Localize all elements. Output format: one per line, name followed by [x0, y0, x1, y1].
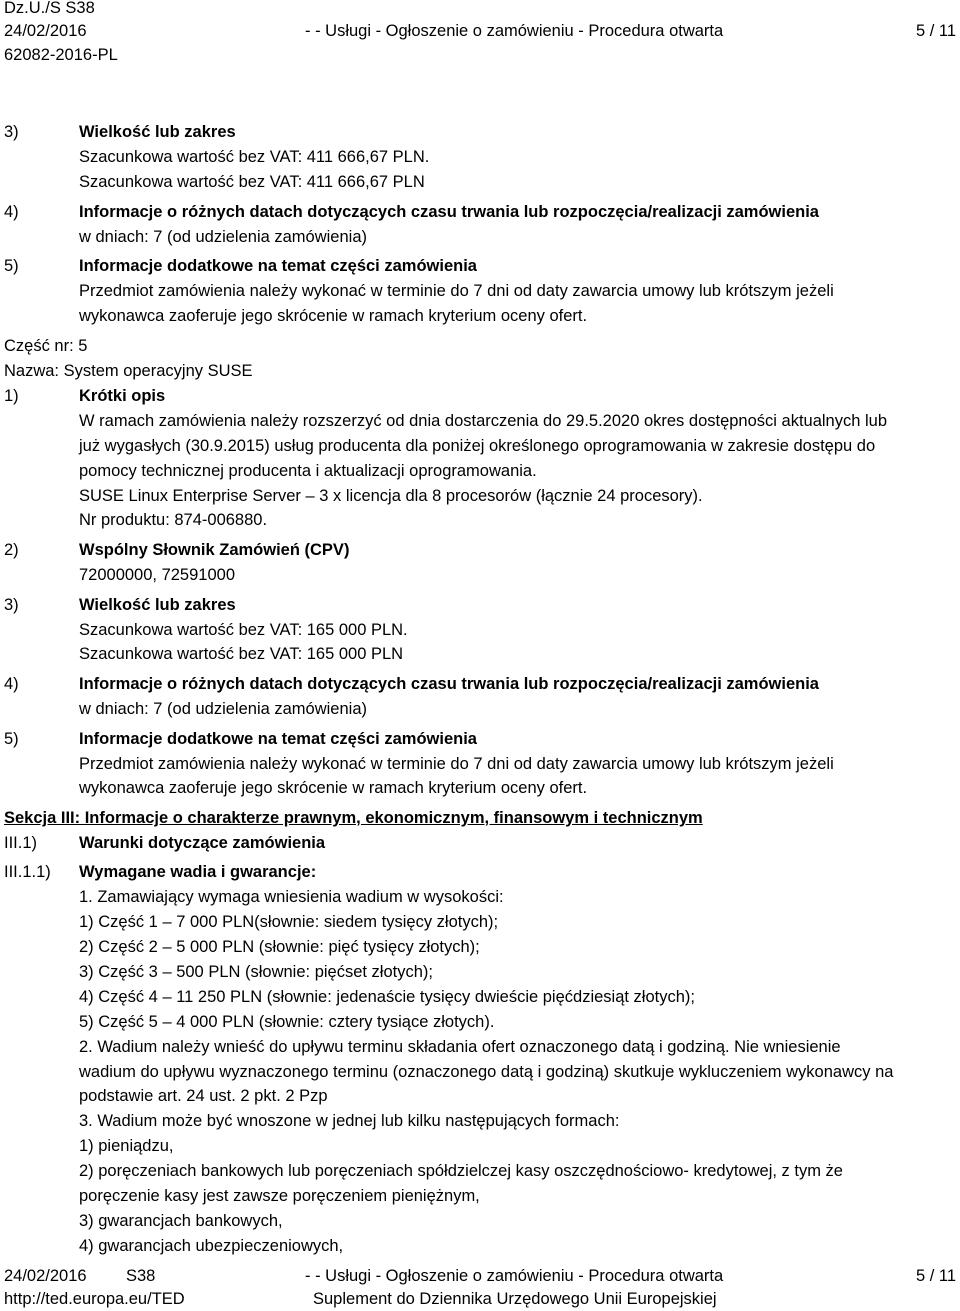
text-line: Szacunkowa wartość bez VAT: 165 000 PLN. [79, 621, 408, 639]
text-line: 3) gwarancjach bankowych, [79, 1212, 283, 1230]
text-line: 2) poręczeniach bankowych lub poręczeniach spółdzielczej kasy oszczędnościowo- kredytowej, z tym że [79, 1162, 843, 1180]
text-line: 1) pieniądzu, [79, 1137, 174, 1155]
text-line: wadium do upływu wyznaczonego terminu (oznaczonego datą i godziną) skutkuje wykluczeniem wykonawcy na [79, 1063, 894, 1081]
section-number: III.1.1) [4, 863, 51, 881]
section-number: 4) [4, 203, 19, 221]
text-line: wykonawca zaoferuje jego skrócenie w ramach kryterium oceny ofert. [79, 779, 588, 797]
text-line: pomocy technicznej producenta i aktualizacji oprogramowania. [79, 462, 537, 480]
section-number: 5) [4, 257, 19, 275]
footer-date: 24/02/2016 [4, 1267, 87, 1285]
text-line: już wygasłych (30.9.2015) usług producenta dla poniżej określonego oprogramowania w zakresie dostępu do [79, 437, 876, 455]
text-line: Szacunkowa wartość bez VAT: 411 666,67 PLN [79, 173, 425, 191]
section-number: 5) [4, 730, 19, 748]
header-date: 24/02/2016 [4, 22, 87, 40]
header-reference: 62082-2016-PL [4, 46, 118, 64]
text-line: wykonawca zaoferuje jego skrócenie w ramach kryterium oceny ofert. [79, 307, 588, 325]
text-line: 3. Wadium może być wnoszone w jednej lub kilku następujących formach: [79, 1112, 620, 1130]
text-line: Przedmiot zamówienia należy wykonać w terminie do 7 dni od daty zawarcia umowy lub krótszym jeżeli [79, 282, 834, 300]
footer-series: S38 [126, 1267, 156, 1285]
section-title: Warunki dotyczące zamówienia [79, 834, 326, 852]
text-line: 2. Wadium należy wnieść do upływu terminu składania ofert oznaczonego datą i godziną. Nie wniesienie [79, 1038, 841, 1056]
section-number: 4) [4, 675, 19, 693]
text-line: 3) Część 3 – 500 PLN (słownie: pięćset złotych); [79, 963, 433, 981]
text-line: W ramach zamówienia należy rozszerzyć od dnia dostarczenia do 29.5.2020 okres dostępności aktualnych lub [79, 412, 888, 430]
text-line: poręczenie kasy jest zawsze poręczeniem pieniężnym, [79, 1187, 480, 1205]
section-title: Informacje o różnych datach dotyczących czasu trwania lub rozpoczęcia/realizacji zamówienia [79, 675, 819, 693]
footer-notice-type: - - Usługi - Ogłoszenie o zamówieniu - Procedura otwarta [305, 1267, 724, 1285]
section-title: Krótki opis [79, 387, 166, 405]
cpv-codes: 72000000, 72591000 [79, 566, 235, 584]
text-line: 4) Część 4 – 11 250 PLN (słownie: jedenaście tysięcy dwieście pięćdziesiąt złotych); [79, 988, 695, 1006]
section-title: Wielkość lub zakres [79, 596, 236, 614]
text-line: 5) Część 5 – 4 000 PLN (słownie: cztery tysiące złotych). [79, 1013, 495, 1031]
text-line: Szacunkowa wartość bez VAT: 411 666,67 PLN. [79, 148, 430, 166]
footer-supplement: Suplement do Dziennika Urzędowego Unii Europejskiej [313, 1290, 717, 1308]
header-page-number: 5 / 11 [915, 22, 956, 40]
text-line: Szacunkowa wartość bez VAT: 165 000 PLN [79, 645, 404, 663]
part-name: Nazwa: System operacyjny SUSE [4, 362, 253, 380]
footer-page-number: 5 / 11 [915, 1267, 956, 1285]
section-title: Informacje dodatkowe na temat części zamówienia [79, 730, 477, 748]
text-line: 1. Zamawiający wymaga wniesienia wadium w wysokości: [79, 888, 504, 906]
header-notice-type: - - Usługi - Ogłoszenie o zamówieniu - Procedura otwarta [305, 22, 724, 40]
text-line: w dniach: 7 (od udzielenia zamówienia) [79, 228, 367, 246]
journal-ref: Dz.U./S S38 [4, 0, 95, 17]
part-number: Część nr: 5 [4, 337, 88, 355]
section-number: 2) [4, 541, 19, 559]
text-line: 4) gwarancjach ubezpieczeniowych, [79, 1237, 344, 1255]
section-number: 1) [4, 387, 19, 405]
section-title: Wymagane wadia i gwarancje: [79, 863, 317, 881]
text-line: 1) Część 1 – 7 000 PLN(słownie: siedem tysięcy złotych); [79, 913, 499, 931]
text-line: podstawie art. 24 ust. 2 pkt. 2 Pzp [79, 1087, 328, 1105]
section-title: Informacje o różnych datach dotyczących czasu trwania lub rozpoczęcia/realizacji zamówienia [79, 203, 819, 221]
section-number: 3) [4, 596, 19, 614]
section-number: III.1) [4, 834, 38, 852]
text-line: w dniach: 7 (od udzielenia zamówienia) [79, 700, 367, 718]
text-line: Przedmiot zamówienia należy wykonać w terminie do 7 dni od daty zawarcia umowy lub krótszym jeżeli [79, 755, 834, 773]
text-line: 2) Część 2 – 5 000 PLN (słownie: pięć tysięcy złotych); [79, 938, 480, 956]
section-number: 3) [4, 123, 19, 141]
footer-url-link[interactable]: http://ted.europa.eu/TED [4, 1290, 185, 1308]
section-title: Informacje dodatkowe na temat części zamówienia [79, 257, 477, 275]
section-title: Wspólny Słownik Zamówień (CPV) [79, 541, 350, 559]
section-title: Wielkość lub zakres [79, 123, 236, 141]
text-line: Nr produktu: 874-006880. [79, 511, 268, 529]
text-line: SUSE Linux Enterprise Server – 3 x licencja dla 8 procesorów (łącznie 24 procesory). [79, 487, 703, 505]
section-heading: Sekcja III: Informacje o charakterze prawnym, ekonomicznym, finansowym i technicznym [4, 809, 703, 827]
